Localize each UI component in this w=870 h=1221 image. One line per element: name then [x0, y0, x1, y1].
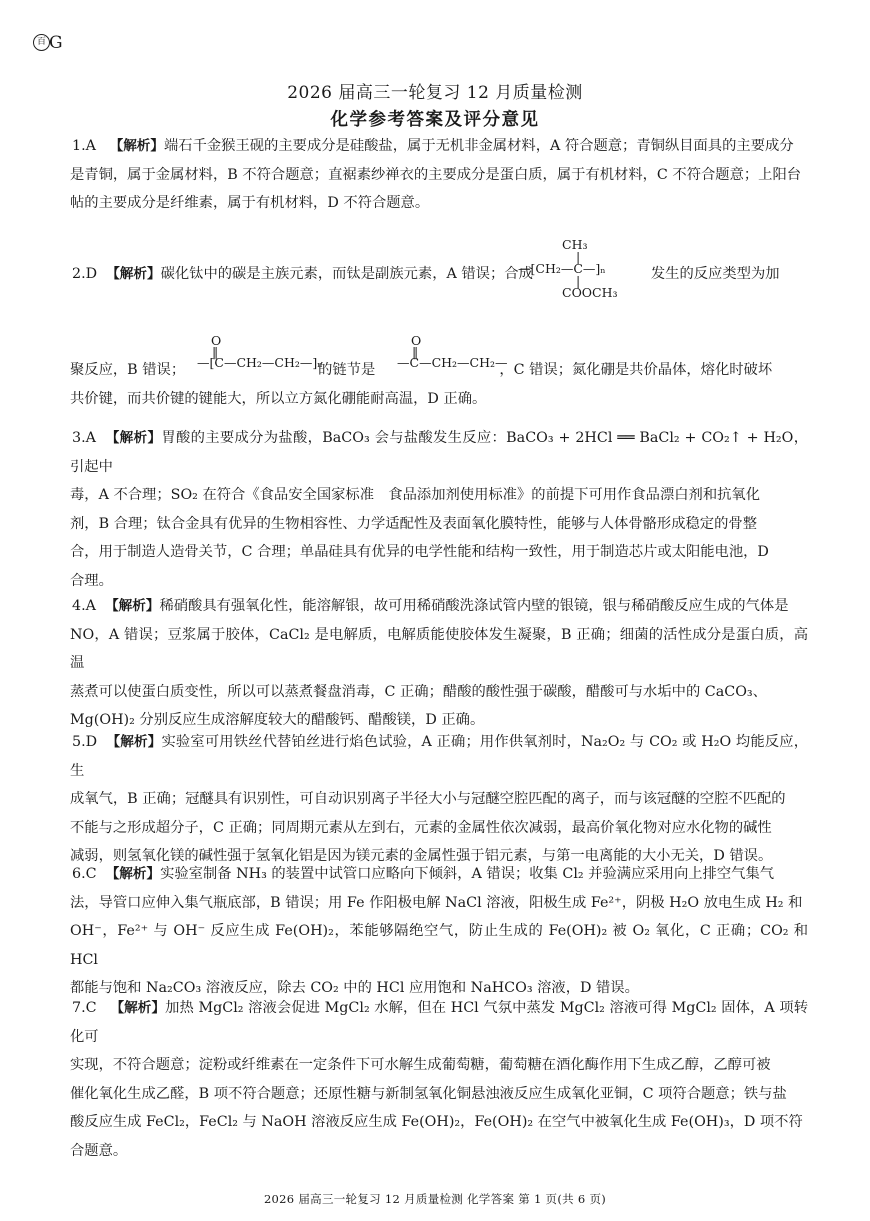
- item-line: 减弱，则氢氧化镁的碱性强于氢氧化铝是因为镁元素的金属性强于铝元素，与第一电离能的大小无关，D 错误。: [70, 848, 773, 864]
- item-line: NO，A 错误；豆浆属于胶体，CaCl₂ 是电解质，电解质能使胶体发生凝聚，B 正确；细菌的活性成分是蛋白质，高温: [70, 626, 808, 671]
- formula-oxygen: O: [411, 333, 422, 348]
- answer-item-7: [70, 994, 808, 1165]
- item-line: [70, 260, 808, 289]
- item-line: Mg(OH)₂ 分别反应生成溶解度较大的醋酸钙、醋酸镁，D 正确。: [70, 712, 485, 728]
- item-line: 实现，不符合题意；淀粉或纤维素在一定条件下可水解生成葡萄糖，葡萄糖在酒化酶作用下生成乙醇，乙醇可被: [70, 1057, 771, 1073]
- item-line: [70, 592, 808, 621]
- item-line: [70, 860, 808, 889]
- answer-item-1: [70, 132, 808, 218]
- item-line: 是青铜，属于金属材料，B 不符合题意；直裾素纱禅衣的主要成分是蛋白质，属于有机材料，C 不符合题意；上阳台: [70, 166, 802, 183]
- item-text: 的链节是: [318, 362, 376, 378]
- item-text: 实验室制备 NH₃ 的装置中试管口应略向下倾斜，A 错误；收集 Cl₂ 并验满应采用向上排空气集气: [160, 866, 775, 882]
- formula-top-group: CH₃: [562, 237, 588, 252]
- item-text: 实验室可用铁丝代替铂丝进行焰色试验，A 正确；用作供氧剂时，Na₂O₂ 与 CO₂ 或 H₂O 均能反应，生: [70, 734, 808, 779]
- item-line: 催化氧化生成乙醛，B 项不符合题意；还原性糖与新制氢氧化铜悬浊液反应生成氧化亚铜，C 项符合题意；铁与盐: [70, 1085, 787, 1102]
- item-line: 共价键，而共价键的键能大，所以立方氮化硼能耐高温，D 正确。: [70, 390, 487, 407]
- item-number: 3.A: [72, 430, 96, 446]
- item-number: 4.A: [72, 598, 96, 614]
- item-line: 合，用于制造人造骨关节，C 合理；单晶硅具有优异的电学性能和结构一致性，用于制造芯片或太阳能电池，D: [70, 544, 769, 560]
- analysis-tag: 【解析】: [105, 866, 161, 882]
- formula-main-chain: —[C—CH₂—CH₂—]ₙ: [197, 355, 323, 370]
- item-text: 聚反应，B 错误；: [70, 362, 186, 378]
- item-text: 胃酸的主要成分为盐酸，BaCO₃ 会与盐酸发生反应：BaCO₃ + 2HCl ══ BaCl₂ + CO₂↑ + H₂O，引起中: [70, 430, 808, 475]
- item-line: [70, 132, 808, 161]
- formula-main-chain: —[CH₂—C—]ₙ: [518, 261, 606, 276]
- item-line: 帖的主要成分是纤维素，属于有机材料，D 不符合题意。: [70, 195, 430, 211]
- page-subtitle: 化学参考答案及评分意见: [330, 110, 540, 130]
- polymer-formula-2: O ‖ —[C—CH₂—CH₂—]ₙ: [197, 333, 323, 370]
- analysis-tag: 【解析】: [110, 1000, 166, 1016]
- item-text: 端石千金猴王砚的主要成分是硅酸盐，属于无机非金属材料，A 符合题意；青铜纵目面具的主要成分: [163, 138, 794, 154]
- page-title: 2026 届高三一轮复习 12 月质量检测: [287, 83, 583, 103]
- logo-letter: G: [49, 32, 63, 53]
- item-line: 酸反应生成 FeCl₂，FeCl₂ 与 NaOH 溶液反应生成 Fe(OH)₂，Fe(OH)₂ 在空气中被氧化生成 Fe(OH)₃，D 项不符: [70, 1114, 803, 1130]
- item-line: 剂，B 合理；钛合金具有优异的生物相容性、力学适配性及表面氧化膜特性，能够与人体骨骼形成稳定的骨整: [70, 515, 757, 532]
- item-line: 成氧气，B 正确；冠醚具有识别性，可自动识别离子半径大小与冠醚空腔匹配的离子，而与该冠醚的空腔不匹配的: [70, 791, 786, 807]
- logo-circle-char: 百: [33, 34, 50, 51]
- answer-item-2: [70, 260, 808, 289]
- analysis-tag: 【解析】: [105, 598, 160, 614]
- polymer-formula-1: CH₃ | —[CH₂—C—]ₙ | COOCH₃: [518, 238, 648, 300]
- item-line: 蒸煮可以使蛋白质变性，所以可以蒸煮餐盘消毒，C 正确；醋酸的酸性强于碳酸，醋酸可与水垢中的 CaCO₃、: [70, 683, 767, 700]
- answer-item-4: [70, 592, 808, 735]
- item-number: 7.C: [72, 1000, 97, 1016]
- publisher-logo: [33, 32, 63, 53]
- item-text: 加热 MgCl₂ 溶液会促进 MgCl₂ 水解，但在 HCl 气氛中蒸发 MgCl₂ 溶液可得 MgCl₂ 固体，A 项转化可: [70, 1000, 808, 1045]
- item-line: 都能与饱和 Na₂CO₃ 溶液反应，除去 CO₂ 中的 HCl 应用饱和 NaHCO₃ 溶液，D 错误。: [70, 980, 639, 996]
- answer-item-5: [70, 728, 808, 871]
- repeat-unit-formula: O ‖ —C—CH₂—CH₂—: [397, 333, 508, 370]
- item-number: 2.D: [72, 266, 98, 282]
- item-number: 5.D: [72, 734, 98, 750]
- answer-item-3: [70, 424, 808, 595]
- item-line: 毒，A 不合理；SO₂ 在符合《食品安全国家标准 食品添加剂使用标准》的前提下可用作食品漂白剂和抗氧化: [70, 487, 761, 503]
- item-number: 6.C: [72, 866, 97, 882]
- item-line: 合题意。: [70, 1142, 128, 1159]
- item-line: 法，导管口应伸入集气瓶底部，B 错误；用 Fe 作阳极电解 NaCl 溶液，阳极生成 Fe²⁺，阴极 H₂O 放电生成 H₂ 和: [70, 894, 803, 911]
- item-number: 1.A: [72, 138, 96, 154]
- item-line: [70, 728, 808, 785]
- item-line: OH⁻，Fe²⁺ 与 OH⁻ 反应生成 Fe(OH)₂，苯能够隔绝空气，防止生成的 Fe(OH)₂ 被 O₂ 氧化，C 正确；CO₂ 和 HCl: [70, 923, 808, 968]
- formula-bottom-group: COOCH₃: [562, 285, 618, 300]
- analysis-tag: 【解析】: [109, 138, 164, 154]
- page-footer: 2026 届高三一轮复习 12 月质量检测 化学答案 第 1 页(共 6 页): [263, 1192, 607, 1206]
- answer-item-6: [70, 860, 808, 1003]
- formula-oxygen: O: [211, 333, 222, 348]
- formula-main-chain: —C—CH₂—CH₂—: [397, 355, 508, 370]
- item-line: 合理。: [70, 572, 113, 589]
- item-line: [70, 994, 808, 1051]
- item-line: [70, 424, 808, 481]
- item-text: 发生的反应类型为加: [650, 266, 780, 282]
- item-text: ，C 错误；氮化硼是共价晶体，熔化时破坏: [499, 362, 773, 378]
- item-text: 稀硝酸具有强氧化性，能溶解银，故可用稀硝酸洗涤试管内壁的银镜，银与稀硝酸反应生成的气体是: [159, 598, 789, 614]
- item-line: 不能与之形成超分子，C 正确；同周期元素从左到右，元素的金属性依次减弱，最高价氧化物对应水化物的碱性: [70, 819, 772, 836]
- analysis-tag: 【解析】: [106, 266, 161, 282]
- analysis-tag: 【解析】: [106, 734, 162, 750]
- analysis-tag: 【解析】: [105, 430, 162, 446]
- item-text: 碳化钛中的碳是主族元素，而钛是副族元素，A 错误；合成: [160, 266, 533, 282]
